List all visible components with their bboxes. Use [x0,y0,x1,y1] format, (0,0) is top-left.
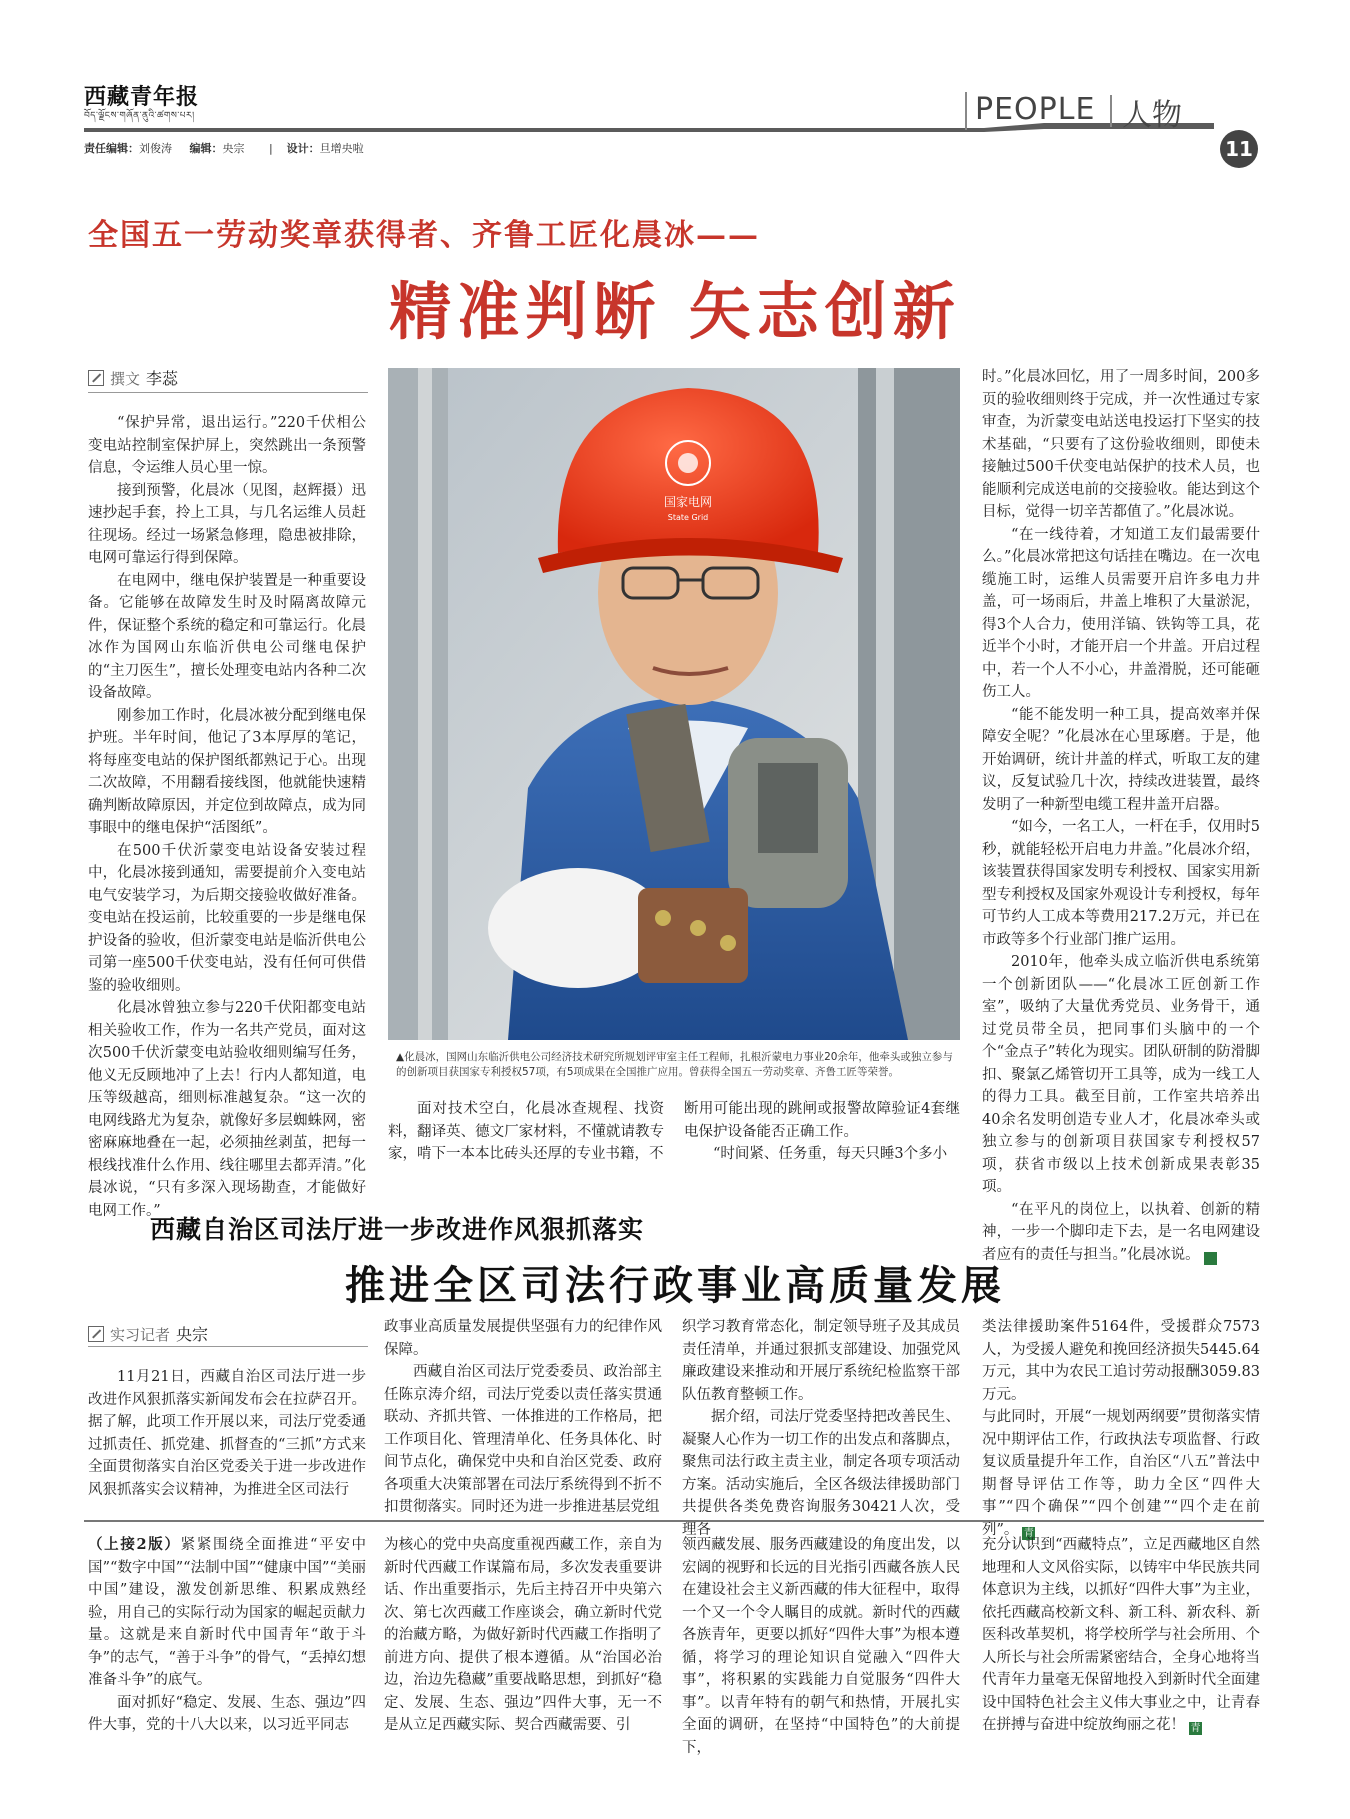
article3-column-1 [88,1534,366,1737]
section-divider [1110,95,1112,127]
paragraph: 接到预警，化晨冰（见图，赵辉摄）迅速抄起手套，拎上工具，与几名运维人员赶往现场。经过一场紧急修理，隐患被排除，电网可靠运行得到保障。 [88,482,366,566]
end-mark-icon: 青 [1190,1723,1201,1734]
copyeditor-label: 编辑： [189,142,223,155]
design-label: 设计： [286,142,320,155]
article3-column-2 [384,1534,662,1737]
paragraph: 2010年，他牵头成立临沂供电系统第一个创新团队——“化晨冰工匠创新工作室”，吸纳了大量优秀党员、业务骨干，通过党员带全员，把同事们头脑中的一个个“金点子”转化为现实。团队研制的防滑脚扣、聚氯乙烯管切开工具等，成为一线工人的得力工具。截至目前，工作室共培养出40余名发明创造专业人才，化晨冰牵头或独立参与的创新项目获国家专利授权57项，获省市级以上技术创新成果表彰35项。 [982,954,1260,1195]
paragraph: 在500千伏沂蒙变电站设备安装过程中，化晨冰接到通知，需要提前介入变电站电气安装学习，为后期交接验收做好准备。变电站在投运前，比较重要的一步是继电保护设备的验收，但沂蒙变电站是临沂供电公司第一座500千伏变电站，没有任何可供借鉴的验收细则。 [88,842,366,994]
paragraph: “时间紧、任务重，每天只睡3个多小 [713,1146,948,1162]
paragraph-text: 紧紧围绕全面推进“平安中国”“数字中国”“法制中国”“健康中国”“美丽中国”建设，激发创新思维、积累成熟经验，用自己的实际行动为国家的崛起贡献力量。这就是来自新时代中国青年“敢于斗争”的志气，“善于斗争”的骨气，“丢掉幻想 准备斗争”的底气。 [88,1537,366,1688]
article1-column-4 [982,366,1260,1266]
helmet-text: 国家电网 [663,495,713,509]
paragraph: 领西藏发展、服务西藏建设的角度出发，以宏阔的视野和长远的目光指引西藏各族人民在建设社会主义新西藏的伟大征程中，取得一个又一个令人瞩目的成就。新时代的西藏各族青年，更要以抓好“四件大事”为根本遵循，将学习的理论知识自觉融入“四件大事”，将积累的实践能力自觉服务“四件大事”。以青年特有的朝气和热情，开展扎实全面的调研，在坚持“中国特色”的大前提下， [682,1537,960,1756]
editor-name: 刘俊涛 [139,142,172,155]
paragraph [88,1534,366,1692]
paragraph: 织学习教育常态化，制定领导班子及其成员责任清单，并通过狠抓支部建设、加强党风廉政建设来推动和开展厅系统纪检监察干部队伍教育整顿工作。 [682,1319,960,1403]
paragraph: “在一线待着，才知道工友们最需要什么。”化晨冰常把这句话挂在嘴边。在一次电缆施工时，运维人员需要开启许多电力井盖，可一场雨后，井盖上堆积了大量淤泥，得3个人合力，使用洋镐、铁钩等工具，花近半个小时，才能开启一个井盖。开启过程中，若一个人不小心，井盖滑脱，还可能砸伤工人。 [982,526,1260,700]
editor-label: 责任编辑： [84,142,139,155]
page-number: 11 [1220,130,1258,168]
article2-column-2 [384,1316,662,1519]
article2-column-1 [88,1366,366,1501]
article1-title: 精准判断 矢志创新 [389,275,961,348]
section-label-en: PEOPLE [975,92,1096,127]
article2-kicker: 西藏自治区司法厅进一步改进作风狠抓落实 [150,1215,645,1244]
pen-icon [88,370,104,386]
section-divider [965,92,967,130]
paragraph [982,1534,1260,1737]
copyeditor-name: 央宗 [222,142,245,155]
byline-label: 撰文 [110,370,141,388]
paragraph: 面对抓好“稳定、发展、生态、强边”四件大事，党的十八大以来，以习近平同志 [88,1694,366,1733]
article2-byline [88,1322,208,1345]
article1-column-2 [388,1098,664,1166]
paragraph: 面对技术空白，化晨冰查规程、找资料，翻译英、德文厂家材料，不懂就请教专家，啃下一本本比砖头还厚的专业书籍，不 [388,1101,664,1162]
byline-rule [88,1346,368,1347]
photo-caption: ▲化晨冰，国网山东临沂供电公司经济技术研究所规划评审室主任工程师，扎根沂蒙电力事业20余年，他牵头或独立参与的创新项目获国家专利授权57项，有5项成果在全国推广应用。曾获得全国五一劳动奖章、齐鲁工匠等荣誉。 [396,1051,953,1078]
paragraph: 时。”化晨冰回忆，用了一周多时间，200多页的验收细则终于完成，并一次性通过专家审查，为沂蒙变电站送电投运打下坚实的技术基础，“只要有了这份验收细则，即使未接触过500千伏变电站保护的技术人员，也能顺利完成送电前的交接验收。能达到这个目标，觉得一切辛苦都值了。”化晨冰说。 [982,369,1260,520]
paragraph-text: 充分认识到“西藏特点”，立足西藏地区自然地理和人文风俗实际，以铸牢中华民族共同体意识为主线，以抓好“四件大事”为主业，依托西藏高校新文科、新工科、新农科、新医科改革契机，将学校所学与社会所用、个人所长与社会所需紧密结合，全身心地将当代青年力量毫无保留地投入到新时代全面建设中国特色社会主义伟大事业之中，让青春在拼搏与奋进中绽放绚丽之花！ [982,1537,1260,1733]
paper-name-tibetan: བོད་ལྗོངས་གཞོན་ནུའི་ཚགས་པར། [84,111,195,121]
article1-column-1 [88,412,366,1222]
paragraph: 为核心的党中央高度重视西藏工作，亲自为新时代西藏工作谋篇布局，多次发表重要讲话、作出重要指示，先后主持召开中央第六次、第七次西藏工作座谈会，确立新时代党的治藏方略，为做好新时代西藏工作指明了前进方向、提供了根本遵循。从“治国必治边，治边先稳藏”重要战略思想，到抓好“稳定、发展、生态、强边”四件大事，无一不是从立足西藏实际、契合西藏需要、引 [384,1537,662,1733]
paragraph: 11月21日，西藏自治区司法厅进一步改进作风狠抓落实新闻发布会在拉萨召开。据了解，此项工作开展以来，司法厅党委通过抓责任、抓党建、抓督查的“三抓”方式来全面贯彻落实自治区党委关于进一步改进作风狠抓落实会议精神，为推进全区司法行 [88,1369,366,1498]
paragraph: 据介绍，司法厅党委坚持把改善民生、凝聚人心作为一切工作的出发点和落脚点，聚焦司法行政主责主业，制定各项专项活动方案。活动实施后，全区各级法律援助部门共提供各类免费咨询服务30421人次，受理各 [682,1409,960,1538]
section-label-cn: 人物 [1122,98,1182,133]
article3-column-3 [682,1534,960,1759]
paragraph: 类法律援助案件5164件，受援群众7573人，为受援人避免和挽回经济损失5445.64万元，其中为农民工追讨劳动报酬3059.83万元。 [982,1319,1260,1403]
paragraph: “保护异常，退出运行。”220千伏相公变电站控制室保护屏上，突然跳出一条预警信息，令运维人员心里一惊。 [88,415,366,476]
paragraph: 政事业高质量发展提供坚强有力的纪律作风保障。 [384,1319,662,1358]
paragraph-text: 与此同时，开展“一规划两纲要”贯彻落实情况中期评估工作，行政执法专项监督、行政复议质量提升年工作，自治区“八五”普法中期督导评估工作等，助力全区“四件大事”“四个确保”“四个创建”“四个走在前列”。 [982,1409,1260,1538]
paragraph: “能不能发明一种工具，提高效率并保障安全呢？”化晨冰在心里琢磨。于是，他开始调研，统计井盖的样式，听取工友的建议，反复试验几十次，持续改进装置，最终发明了一种新型电缆工程井盖开启器。 [982,706,1260,813]
article1-kicker: 全国五一劳动奖章获得者、齐鲁工匠化晨冰—— [88,218,760,253]
paragraph: “如今，一名工人，一杆在手，仅用时5秒，就能轻松开启电力井盖。”化晨冰介绍，该装置获得国家发明专利授权、国家实用新型专利授权及国家外观设计专利授权，每年可节约人工成本等费用217.2万元，并已在市政等多个行业部门推广运用。 [982,819,1260,948]
byline-label: 实习记者 [110,1326,171,1344]
article2-column-3 [682,1316,960,1541]
continued-label: （上接2版） [88,1536,181,1553]
paragraph: 断用可能出现的跳闸或报警故障验证4套继电保护设备能否正确工作。 [684,1101,960,1140]
paragraph-text: “在平凡的岗位上，以执着、创新的精神，一步一个脚印走下去，是一名电网建设者应有的责任与担当。”化晨冰说。 [982,1201,1260,1263]
paragraph: 刚参加工作时，化晨冰被分配到继电保护班。半年时间，他记了3本厚厚的笔记，将每座变电站的保护图纸都熟记于心。出现二次故障，不用翻看接线图，他就能快速精确判断故障原因，并定位到故障点，成为同事眼中的继电保护“活图纸”。 [88,707,366,836]
article2-title: 推进全区司法行政事业高质量发展 [345,1263,1005,1309]
paragraph: 在电网中，继电保护装置是一种重要设备。它能够在故障发生时及时隔离故障元件，保证整个系统的稳定和可靠运行。化晨冰作为国网山东临沂供电公司继电保护的“主刀医生”，擅长处理变电站内各种二次设备故障。 [88,572,366,701]
article1-byline [88,366,178,389]
paper-name: 西藏青年报 [84,84,200,110]
end-mark-icon: 青 [1204,1252,1217,1265]
paragraph: 化晨冰曾独立参与220千伏阳都变电站相关验收工作，作为一名共产党员，面对这次500千伏沂蒙变电站验收细则编写任务，他义无反顾地冲了上去！行内人都知道，电压等级越高，细则标准越复杂。“这一次的电网线路尤为复杂，就像好多层蜘蛛网，密密麻麻地叠在一起，必须抽丝剥茧，把每一根线找准什么作用、线往哪里去都弄清。”化晨冰说，“只有多深入现场勘查，才能做好电网工作。” [88,1000,366,1219]
section-separator [84,1520,1264,1522]
author-name: 央宗 [176,1325,209,1344]
credits-line: 责任编辑：刘俊涛 编辑：央宗 | 设计：旦增央啦 [84,142,364,155]
article1-column-3 [684,1098,960,1166]
designer-name: 旦增央啦 [319,142,364,155]
paragraph: 西藏自治区司法厅党委委员、政治部主任陈京涛介绍，司法厅党委以责任落实贯通联动、齐抓共管、一体推进的工作格局，把工作项目化、管理清单化、任务具体化、时间节点化，确保党中央和自治区党委、政府各项重大决策部署在司法厅系统得到不折不扣贯彻落实。同时还为进一步推进基层党组 [384,1364,662,1515]
portrait-photo [388,368,960,1040]
article2-column-4 [982,1316,1260,1541]
helmet-text-en: State Grid [667,513,709,522]
pen-icon [88,1326,104,1342]
byline-rule [88,392,368,393]
author-name: 李蕊 [146,369,179,388]
article3-column-4 [982,1534,1260,1737]
end-mark-icon: 青 [1023,1527,1034,1539]
